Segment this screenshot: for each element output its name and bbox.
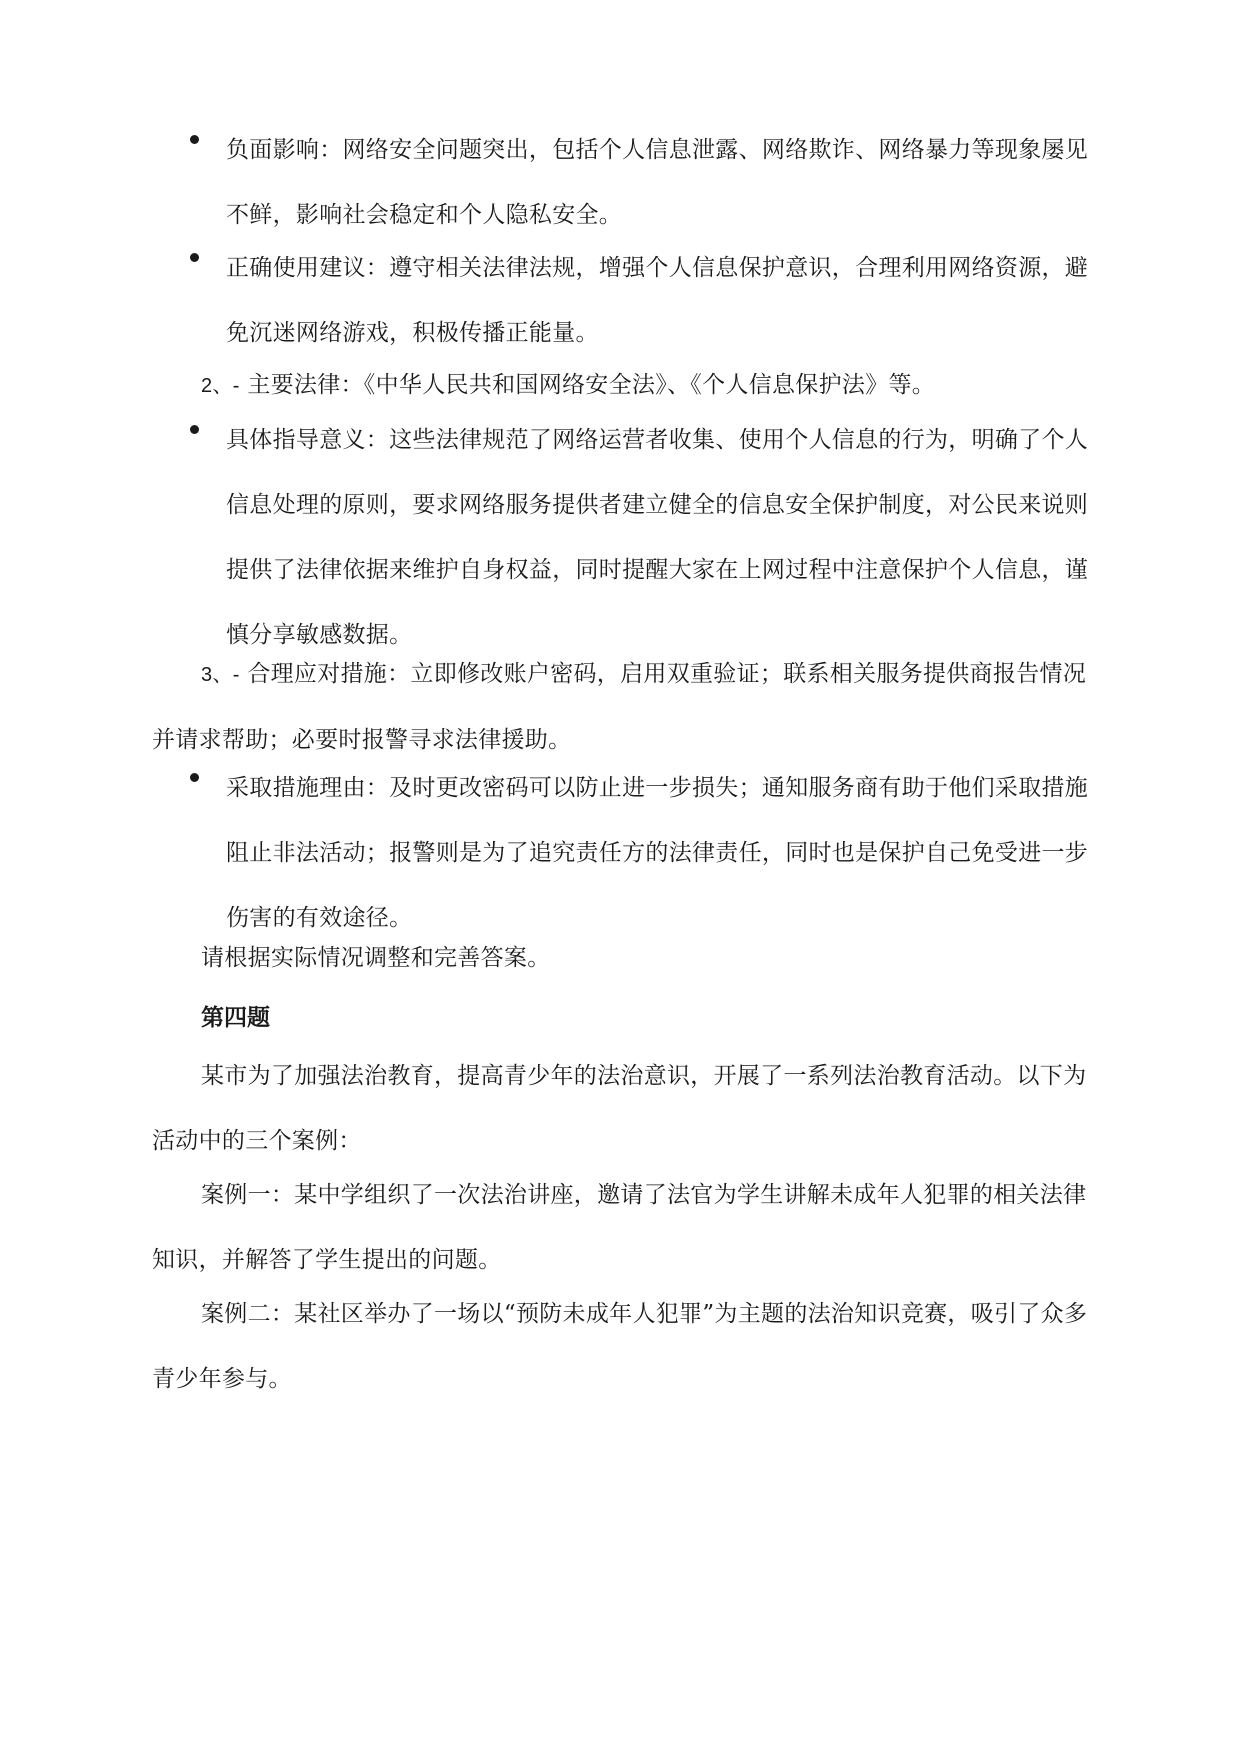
- section-heading: 第四题: [201, 1004, 270, 1031]
- bullet-measure-reasons: [190, 756, 1090, 951]
- bullet-text: 具体指导意义：这些法律规范了网络运营者收集、使用个人信息的行为，明确了个人信息处理的原则，要求网络服务提供者建立健全的信息安全保护制度，对公民来说则提供了法律依据来维护自身权益，同时提醒大家在上网过程中注意保护个人信息，谨慎分享敏感数据。: [226, 427, 1089, 648]
- bullet-dot-icon: [190, 253, 199, 262]
- item-text: 合理应对措施：立即修改账户密码，启用双重验证；联系相关服务提供商报告情况并请求帮助；必要时报警寻求法律援助。: [152, 661, 1087, 753]
- bullet-text: 正确使用建议：遵守相关法律法规，增强个人信息保护意识，合理利用网络资源，避免沉迷网络游戏，积极传播正能量。: [226, 255, 1089, 346]
- bullet-text: 负面影响：网络安全问题突出，包括个人信息泄露、网络欺诈、网络暴力等现象屡见不鲜，影响社会稳定和个人隐私安全。: [226, 137, 1089, 228]
- case-two-paragraph: 案例二：某社区举办了一场以“预防未成年人犯罪”为主题的法治知识竞赛，吸引了众多青少年参与。: [152, 1301, 1088, 1392]
- bullet-text: 采取措施理由：及时更改密码可以防止进一步损失；通知服务商有助于他们采取措施阻止非法活动；报警则是为了追究责任方的法律责任，同时也是保护自己免受进一步伤害的有效途径。: [226, 775, 1089, 931]
- item-3-response-measures: [152, 642, 1092, 773]
- bullet-dot-icon: [190, 135, 199, 144]
- bullet-dot-icon: [190, 425, 199, 434]
- intro-paragraph: 某市为了加强法治教育，提高青少年的法治意识，开展了一系列法治教育活动。以下为活动中的三个案例：: [152, 1063, 1087, 1154]
- item-text: 主要法律：《中华人民共和国网络安全法》、《个人信息保护法》等。: [247, 372, 936, 398]
- adjust-note: 请根据实际情况调整和完善答案。: [201, 945, 551, 971]
- item-number: 3、-: [201, 664, 240, 686]
- case-one-paragraph: 案例一：某中学组织了一次法治讲座，邀请了法官为学生讲解未成年人犯罪的相关法律知识，并解答了学生提出的问题。: [152, 1182, 1087, 1273]
- bullet-negative-impact: [190, 118, 1090, 248]
- bullet-usage-advice: [190, 236, 1090, 366]
- item-number: 2、-: [201, 375, 240, 397]
- bullet-guidance-significance: [190, 408, 1090, 668]
- bullet-dot-icon: [190, 773, 199, 782]
